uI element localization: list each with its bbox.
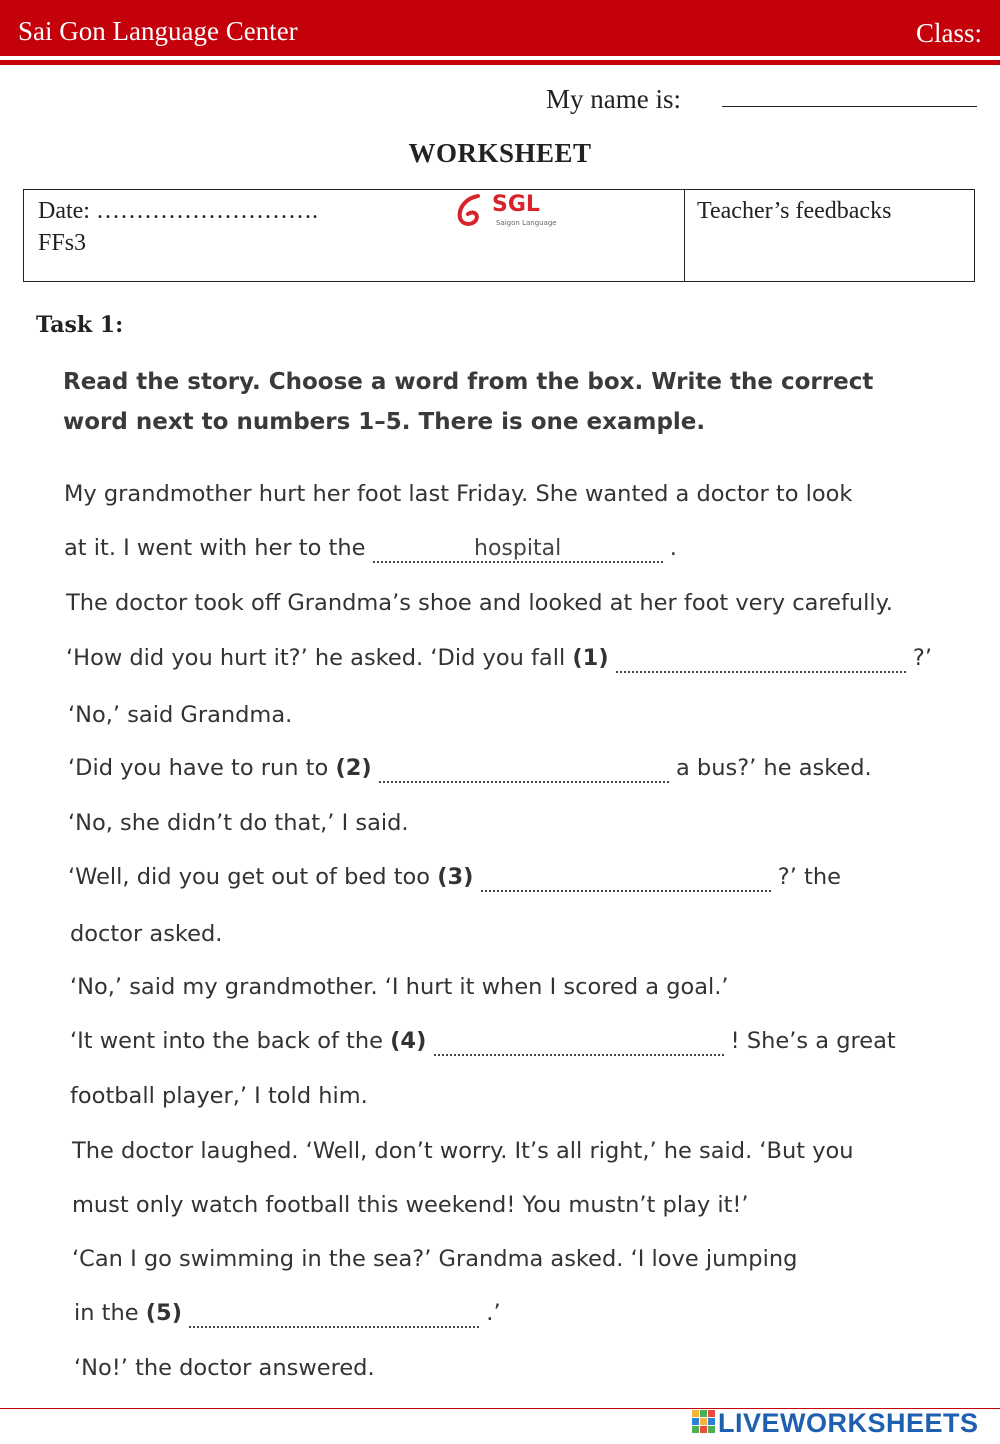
story-line: The doctor took off Grandma’s shoe and looked at her foot very carefully. [66,590,893,616]
info-divider [684,190,685,281]
course-code: FFs3 [38,230,87,256]
gap-number-5: (5) [145,1300,182,1326]
center-name: Sai Gon Language Center [18,16,298,46]
answer-input-1[interactable] [616,647,906,673]
page-title: WORKSHEET [408,138,592,168]
story-text: a bus?’ he asked. [675,755,872,781]
name-label: My name is: [546,84,681,114]
story-text: ?’ the [777,864,841,890]
story-line: My grandmother hurt her foot last Friday. She wanted a doctor to look [64,481,853,507]
story-text: ‘How did you hurt it?’ he asked. ‘Did you fall [66,645,566,671]
info-box [23,189,975,282]
liveworksheets-logo [692,1408,992,1438]
story-line: must only watch football this weekend! You mustn’t play it!’ [72,1192,749,1218]
story-line: ‘Can I go swimming in the sea?’ Grandma asked. ‘I love jumping [72,1246,798,1272]
story-text: ‘Did you have to run to [68,755,329,781]
answer-input-3[interactable] [481,866,771,892]
gap-number-1: (1) [572,645,609,671]
liveworksheets-blocks-icon [692,1410,716,1434]
story-line [68,864,841,892]
story-text: ?’ [912,645,933,671]
liveworksheets-brand: LIVEWORKSHEETS [718,1408,979,1438]
story-text: ‘Well, did you get out of bed too [68,864,431,890]
story-text: in the [74,1300,139,1326]
story-text: .’ [486,1300,501,1326]
story-line: football player,’ I told him. [70,1083,368,1109]
story-text: . [662,535,677,561]
answer-input-2[interactable] [379,757,669,783]
story-line: The doctor laughed. ‘Well, don’t worry. It’s all right,’ he said. ‘But you [72,1138,854,1164]
logo-subtext: Saigon Language [496,219,557,227]
task-instructions: Read the story. Choose a word from the box. Write the correct word next to numbers 1–5. There is one example. [63,369,874,435]
class-label: Class: [915,18,982,48]
story-line: doctor asked. [70,921,223,947]
sgl-swoosh-icon [454,192,490,228]
story-line: ‘No!’ the doctor answered. [74,1355,375,1381]
teacher-feedback-label: Teacher’s feedbacks [697,198,892,224]
example-answer: hospital [373,537,663,563]
gap-number-4: (4) [390,1028,427,1054]
logo-text: SGL [492,192,540,217]
gap-number-2: (2) [335,755,372,781]
story-line [70,1028,896,1056]
story-text: ‘It went into the back of the [70,1028,383,1054]
gap-number-3: (3) [437,864,474,890]
task-label: Task 1: [36,312,124,338]
name-line [722,106,977,107]
story-line: ‘No, she didn’t do that,’ I said. [68,810,409,836]
header-divider [0,60,1000,65]
story-line: ‘No,’ said Grandma. [68,702,293,728]
story-text: at it. I went with her to the [64,535,366,561]
answer-input-4[interactable] [434,1030,724,1056]
story-line [74,1300,501,1328]
story-line [68,755,872,783]
header-bar [0,0,1000,56]
answer-input-5[interactable] [189,1302,479,1328]
story-text: ! She’s a great [730,1028,896,1054]
sgl-logo [454,192,564,232]
story-line [66,645,932,673]
story-line [64,535,677,563]
date-field: Date: ………………………. [38,198,318,224]
story-line: ‘No,’ said my grandmother. ‘I hurt it when I scored a goal.’ [70,974,729,1000]
